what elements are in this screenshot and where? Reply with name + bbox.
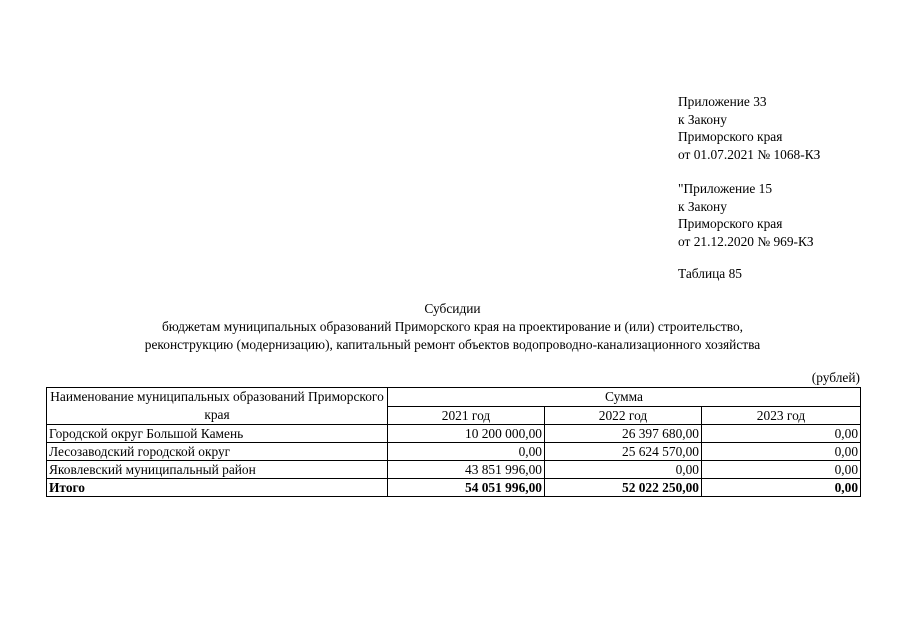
cell-2023: 0,00 (702, 425, 861, 443)
table-row (47, 461, 861, 479)
table-total-row (47, 479, 861, 497)
column-header-year: 2023 год (702, 406, 861, 425)
appendix-line: Приложение 33 (678, 94, 767, 109)
quoted-appendix-line: к Закону (678, 198, 727, 214)
table-row (47, 425, 861, 443)
column-header-name: Наименование муниципальных образований Приморского края (47, 388, 388, 425)
total-2023: 0,00 (702, 479, 861, 497)
cell-2022: 0,00 (545, 461, 702, 479)
appendix-line: Приморского края (678, 129, 783, 144)
units-label: (рублей) (811, 370, 860, 385)
quoted-appendix-line: "Приложение 15 (678, 181, 773, 196)
subsidies-table (46, 387, 861, 497)
row-name: Лесозаводский городской округ (47, 443, 388, 461)
appendix-line: к Закону (678, 111, 727, 127)
row-name: Яковлевский муниципальный район (47, 461, 388, 479)
cell-2022: 26 397 680,00 (545, 425, 702, 443)
quoted-appendix-line: Приморского края (678, 216, 783, 231)
column-header-year: 2022 год (545, 406, 702, 425)
quoted-appendix-header (678, 180, 814, 250)
document-title: Субсидии (424, 301, 481, 316)
row-name: Городской округ Большой Камень (47, 425, 388, 443)
appendix-line: от 01.07.2021 № 1068-КЗ (678, 146, 821, 162)
cell-2021: 0,00 (388, 443, 545, 461)
cell-2023: 0,00 (702, 461, 861, 479)
table-number: Таблица 85 (678, 266, 742, 281)
table-header-row (47, 388, 861, 407)
cell-2022: 25 624 570,00 (545, 443, 702, 461)
document-subtitle-line: реконструкцию (модернизацию), капитальный ремонт объектов водопроводно-канализационного хозяйства (144, 337, 761, 352)
total-2022: 52 022 250,00 (545, 479, 702, 497)
quoted-appendix-line: от 21.12.2020 № 969-КЗ (678, 233, 814, 249)
document-subtitle-line: бюджетам муниципальных образований Приморского края на проектирование и (или) строительство, (161, 319, 744, 334)
cell-2023: 0,00 (702, 443, 861, 461)
column-header-sum: Сумма (388, 388, 861, 407)
column-header-year: 2021 год (388, 406, 545, 425)
appendix-header (678, 93, 820, 163)
cell-2021: 10 200 000,00 (388, 425, 545, 443)
cell-2021: 43 851 996,00 (388, 461, 545, 479)
total-label: Итого (47, 479, 388, 497)
table-row (47, 443, 861, 461)
total-2021: 54 051 996,00 (388, 479, 545, 497)
